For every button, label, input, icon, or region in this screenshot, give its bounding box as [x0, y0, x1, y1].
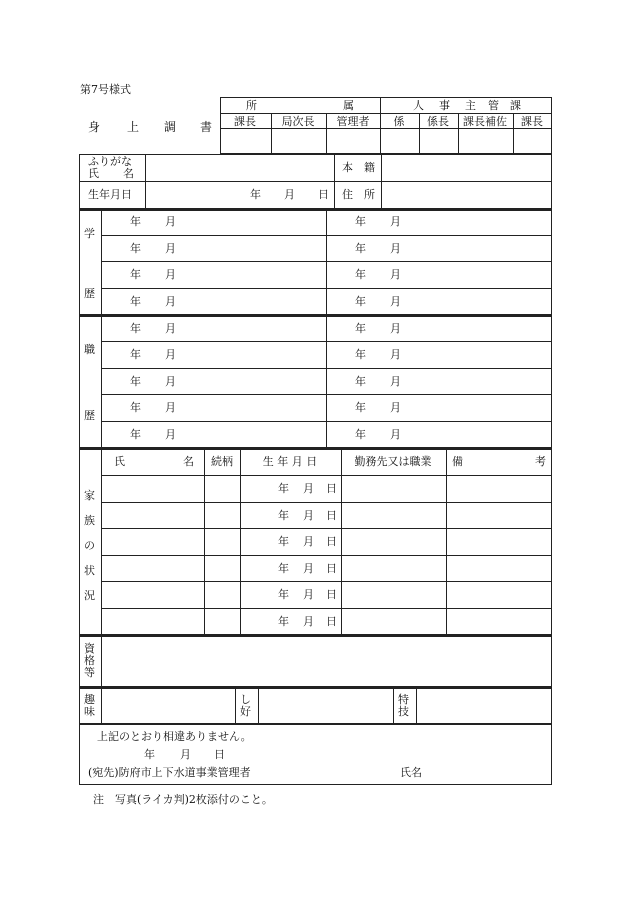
career-month: 月 — [165, 348, 176, 361]
family-header-remarks-2: 考 — [535, 455, 546, 468]
stamp-personnel-char-3: 主 — [465, 99, 476, 112]
family-month: 月 — [303, 588, 314, 601]
family-label-char-5: 況 — [84, 589, 95, 602]
edu-year: 年 — [130, 268, 141, 281]
edu-year: 年 — [355, 295, 366, 308]
career-month: 月 — [390, 428, 401, 441]
family-label-char-2: 族 — [84, 514, 95, 527]
edu-month: 月 — [165, 242, 176, 255]
career-month: 月 — [165, 375, 176, 388]
stamp-personnel-char-2: 事 — [439, 99, 450, 112]
honseki-label-char-2: 籍 — [364, 161, 375, 174]
family-header-name-1: 氏 — [114, 455, 125, 468]
furigana-label: ふりがな — [88, 155, 132, 168]
stamp-role-kakaricho: 係長 — [427, 115, 449, 128]
stamp-role-kyokujicho: 局次長 — [281, 115, 315, 128]
career-month: 月 — [390, 401, 401, 414]
career-year: 年 — [130, 348, 141, 361]
edu-month: 月 — [390, 215, 401, 228]
declaration-day: 日 — [214, 748, 225, 761]
doc-title-char-1: 身 — [88, 120, 101, 134]
stamp-personnel-char-5: 課 — [510, 99, 521, 112]
birth-day-unit: 日 — [318, 188, 329, 201]
form-number: 第7号様式 — [80, 83, 131, 96]
edu-year: 年 — [355, 215, 366, 228]
career-year: 年 — [355, 401, 366, 414]
family-month: 月 — [303, 615, 314, 628]
family-label-char-3: の — [84, 539, 95, 552]
family-year: 年 — [278, 482, 289, 495]
family-year: 年 — [278, 562, 289, 575]
edu-year: 年 — [355, 242, 366, 255]
family-day: 日 — [326, 562, 337, 575]
qualifications-label-char-1: 資 — [84, 642, 95, 655]
edu-month: 月 — [390, 295, 401, 308]
footnote: 注 写真(ライカ判)2枚添付のこと。 — [93, 793, 273, 806]
career-year: 年 — [355, 428, 366, 441]
edu-month: 月 — [390, 242, 401, 255]
education-label-char-2: 歴 — [84, 287, 95, 300]
family-year: 年 — [278, 535, 289, 548]
name-label-char-1: 氏 — [88, 167, 99, 180]
stamp-role-kakari: 係 — [393, 115, 405, 128]
preference-label-char-2: 好 — [240, 705, 251, 718]
career-year: 年 — [130, 428, 141, 441]
stamp-personnel-char-4: 管 — [488, 99, 499, 112]
education-label-char-1: 学 — [84, 227, 95, 240]
stamp-personnel-char-1: 人 — [413, 99, 424, 112]
name-label-char-2: 名 — [123, 167, 134, 180]
stamp-role-kacho: 課長 — [234, 115, 256, 128]
edu-year: 年 — [355, 268, 366, 281]
edu-year: 年 — [130, 242, 141, 255]
declaration-year: 年 — [144, 748, 155, 761]
family-month: 月 — [303, 482, 314, 495]
family-label-char-1: 家 — [84, 489, 95, 502]
birthdate-label: 生年月日 — [88, 188, 132, 201]
edu-month: 月 — [165, 215, 176, 228]
stamp-affiliation-char-2: 属 — [343, 99, 354, 112]
birth-month-unit: 月 — [284, 188, 295, 201]
hobby-label-char-1: 趣 — [84, 693, 95, 706]
doc-title-char-4: 書 — [200, 120, 213, 134]
career-year: 年 — [130, 322, 141, 335]
family-day: 日 — [326, 535, 337, 548]
family-day: 日 — [326, 509, 337, 522]
stamp-affiliation-char-1: 所 — [246, 99, 257, 112]
hobby-label-char-2: 味 — [84, 705, 95, 718]
edu-month: 月 — [165, 268, 176, 281]
career-label-char-1: 職 — [84, 343, 95, 356]
edu-month: 月 — [390, 268, 401, 281]
career-month: 月 — [165, 401, 176, 414]
career-year: 年 — [355, 348, 366, 361]
birth-year-unit: 年 — [250, 188, 261, 201]
career-year: 年 — [130, 401, 141, 414]
declaration-text: 上記のとおり相違ありません。 — [97, 730, 252, 743]
career-month: 月 — [390, 322, 401, 335]
declaration-addressee: (宛先)防府市上下水道事業管理者 — [88, 766, 251, 779]
declaration-name-label: 氏名 — [400, 766, 422, 779]
family-header-work: 勤務先又は職業 — [354, 455, 432, 468]
address-label-char-1: 住 — [342, 188, 353, 201]
family-year: 年 — [278, 615, 289, 628]
address-label-char-2: 所 — [364, 188, 375, 201]
family-day: 日 — [326, 482, 337, 495]
career-year: 年 — [355, 322, 366, 335]
skill-label-char-1: 特 — [398, 693, 409, 706]
qualifications-label-char-2: 格 — [84, 654, 95, 667]
doc-title-char-2: 上 — [127, 120, 140, 134]
career-label-char-2: 歴 — [84, 409, 95, 422]
family-day: 日 — [326, 615, 337, 628]
qualifications-label-char-3: 等 — [84, 666, 95, 679]
family-header-relation: 続柄 — [211, 455, 233, 468]
career-month: 月 — [390, 348, 401, 361]
family-month: 月 — [303, 562, 314, 575]
doc-title-char-3: 調 — [164, 120, 177, 134]
stamp-role-kanrisha: 管理者 — [336, 115, 370, 128]
family-day: 日 — [326, 588, 337, 601]
edu-month: 月 — [165, 295, 176, 308]
family-month: 月 — [303, 535, 314, 548]
career-year: 年 — [130, 375, 141, 388]
edu-year: 年 — [130, 215, 141, 228]
declaration-month: 月 — [180, 748, 191, 761]
family-label-char-4: 状 — [84, 564, 95, 577]
career-month: 月 — [165, 322, 176, 335]
career-month: 月 — [165, 428, 176, 441]
preference-label-char-1: し — [240, 693, 251, 706]
stamp-role-kacho-personnel: 課長 — [521, 115, 543, 128]
family-header-name-2: 名 — [183, 455, 194, 468]
family-header-birth: 生 年 月 日 — [262, 455, 318, 468]
stamp-role-kachohosa: 課長補佐 — [463, 115, 507, 128]
career-year: 年 — [355, 375, 366, 388]
family-month: 月 — [303, 509, 314, 522]
family-year: 年 — [278, 509, 289, 522]
edu-year: 年 — [130, 295, 141, 308]
career-month: 月 — [390, 375, 401, 388]
skill-label-char-2: 技 — [398, 705, 409, 718]
family-header-remarks-1: 備 — [452, 455, 463, 468]
family-year: 年 — [278, 588, 289, 601]
honseki-label-char-1: 本 — [342, 161, 353, 174]
